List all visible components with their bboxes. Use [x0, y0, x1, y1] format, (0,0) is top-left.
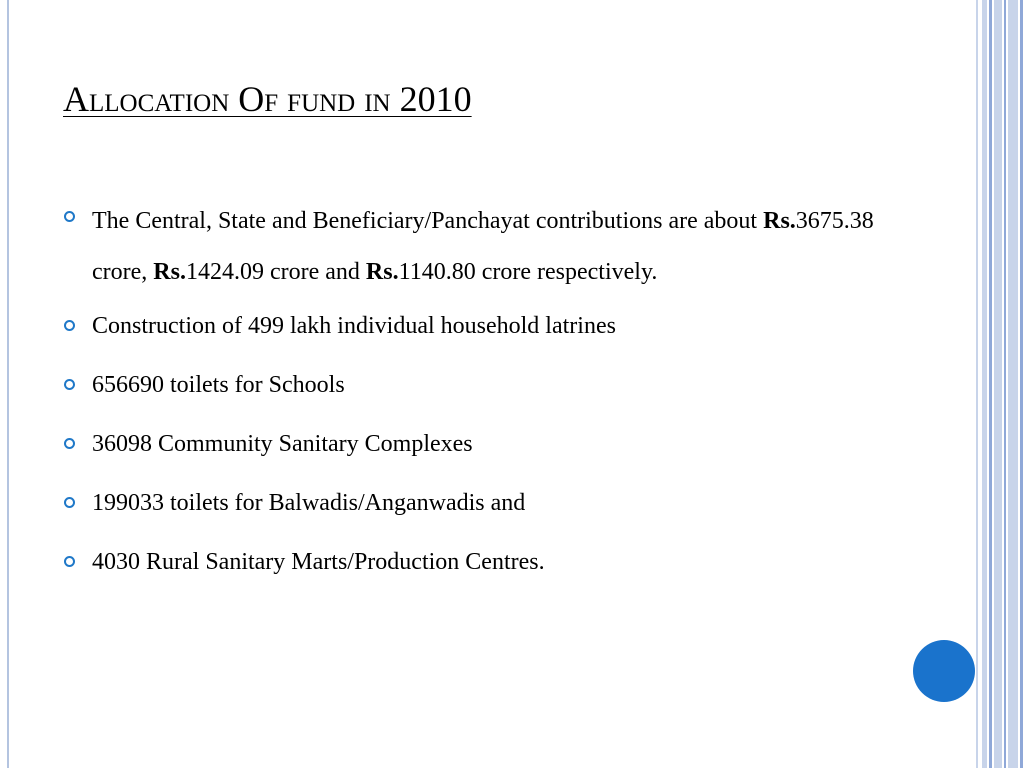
bullet-icon [64, 379, 75, 390]
bullet-item-contributions [63, 196, 923, 298]
bullet-text-part: 1140.80 crore respectively. [398, 259, 658, 285]
bullet-item [63, 306, 923, 346]
bullet-item [63, 542, 923, 582]
bullet-text-part: 3675.38 crore, [92, 208, 874, 285]
bullet-text-part: 1424.09 crore and [185, 259, 366, 285]
bullet-icon [64, 320, 75, 331]
bullet-item [63, 483, 923, 523]
bullet-text-part: The Central, State and Beneficiary/Panchayat contributions are about [92, 208, 764, 234]
bullet-item [63, 365, 923, 405]
bullet-text-part-bold: Rs. [763, 208, 796, 234]
bullet-text: 656690 toilets for Schools [92, 372, 345, 398]
bullet-text-part-bold: Rs. [365, 259, 399, 285]
bullet-icon [64, 438, 75, 449]
right-decorative-stripes [976, 0, 1024, 768]
bullet-text: 4030 Rural Sanitary Marts/Production Centres. [92, 549, 545, 575]
decorative-circle [913, 640, 975, 702]
bullet-text: 199033 toilets for Balwadis/Anganwadis and [92, 490, 526, 516]
bullet-text: Construction of 499 lakh individual household latrines [92, 313, 616, 339]
slide-title: Allocation Of fund in 2010 [63, 79, 472, 119]
bullet-icon [64, 497, 75, 508]
bullet-text-part-bold: Rs. [153, 259, 186, 285]
bullet-text: 36098 Community Sanitary Complexes [92, 431, 473, 457]
bullet-icon [64, 556, 75, 567]
bullet-icon [64, 211, 75, 222]
bullet-list [63, 196, 923, 601]
left-border-line [7, 0, 9, 768]
bullet-item [63, 424, 923, 464]
